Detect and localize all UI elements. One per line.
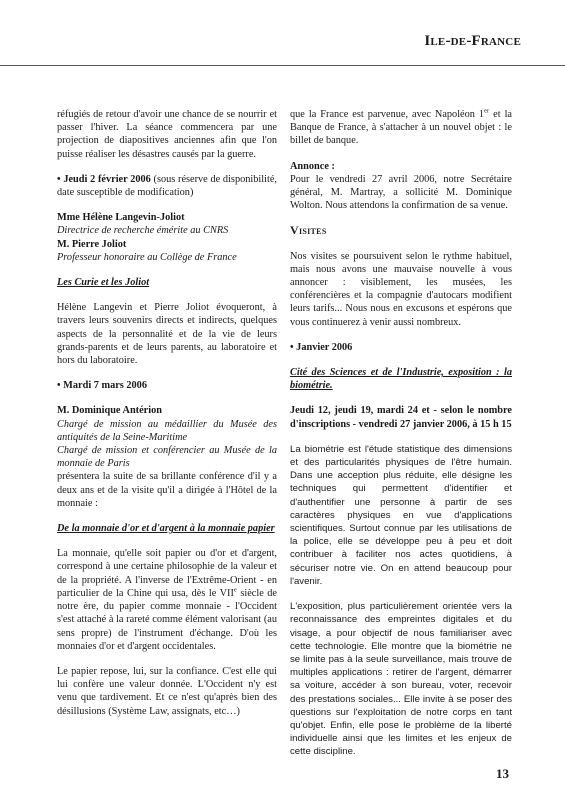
biometrie-paragraph-1: La biométrie est l'étude statistique des dimensions et des particularités physiques de l'être humain. Dans une acception plus réduite, elle désigne les techniques qui permettent d'identifier et d'authentifier une personne à partir de ses caractères physiques en vue d'applications scientifiques. Surtout connue par les utilisations de la police, elle se développe peu à peu et doit contribuer à faciliter nos actes quotidiens, à sécuriser notre vie. On en attend beaucoup pour l'avenir.	[290, 443, 512, 587]
continued-paragraph	[290, 108, 512, 148]
event-date: • Janvier 2006	[290, 341, 353, 353]
speaker-role: Chargé de mission au médaillier du Musée des antiquités de la Seine-Maritime	[57, 418, 277, 443]
annonce-text: Pour le vendredi 27 avril 2006, notre Secrétaire général, M. Martray, a sollicité M. Dominique Wolton. Nous attendons la confirmation de sa venue.	[290, 173, 512, 212]
speaker-description: présentera la suite de sa brillante conférence d'il y a deux ans et de la visite qu'il a dirigée à l'Hôtel de la monnaie :	[57, 471, 277, 509]
visites-paragraph: Nos visites se poursuivent selon le rythme habituel, mais nous avons une mauvaise nouvelle à vous annoncer : visiblement, les musées, les conférencières et la compagnie d'autocars modifient leurs tarifs... Nous nous en excusons et espérons que vous continuerez à venir aussi nombreux.	[290, 250, 512, 328]
event-date: • Mardi 7 mars 2006	[57, 380, 147, 392]
event-note: (sous réserve de disponibilité, date susceptible de modification)	[57, 173, 277, 199]
speaker-name: M. Pierre Joliot	[57, 238, 127, 250]
biometrie-paragraph-2: L'exposition, plus particulièrement orientée vers la reconnaissance des empreintes digitales et du visage, a pour objectif de nous familiariser avec cette technologie. Elle montre que la biométrie ne se limite pas à la seule surveillance, mais trouve de multiples applications : retirer de l'argent, démarrer sa voiture, accéder à son bureau, voter, recevoir des prestations sociales... Elle invite à se poser des questions sur l'exploitation de notre corps en tant qu'objet. Enfin, elle pose le problème de la liberté individuelle ainsi que les limites et les enjeux de cette discipline.	[290, 601, 512, 758]
annonce-title: Annonce :	[290, 160, 335, 172]
speaker-name: M. Dominique Antérion	[57, 405, 162, 417]
event-date: • Jeudi 2 février 2006	[57, 173, 151, 185]
text-run: siècle de notre ère, du papier comme monnaie - l'Occident s'est attaché à la rareté comme élément valorisant (au sens propre) de l'instrument d'échange. D'où les monnaies d'or et d'argent occidentales.	[57, 587, 278, 652]
text-run: et la Banque de France, à s'attacher à un nouvel objet : le billet de banque.	[290, 109, 512, 147]
money-paragraph-1	[57, 547, 277, 653]
text-run: La monnaie, qu'elle soit papier ou d'or et d'argent, correspond à une certaine philosophie de la valeur et de la propriété. A l'inverse de l'Extrême-Orient - en particulier de la Chine qui usa, dès le VII	[57, 548, 277, 599]
text-run: que la France est parvenue, avec Napoléon 1	[290, 109, 485, 120]
talk-description: Hélène Langevin et Pierre Joliot évoqueront, à travers leurs souvenirs directs et indirects, quelques aspects de la personnalité et de la vie de leurs grands-parents et de leurs parents, au laboratoire et hors du laboratoire.	[57, 302, 277, 367]
superscript: e	[233, 586, 237, 594]
event-date-line	[57, 173, 277, 199]
section-title-visites: Visites	[290, 223, 327, 238]
speaker-role: Directrice de recherche émérite au CNRS	[57, 225, 229, 237]
page-header-title: Ile-de-France	[424, 33, 521, 49]
visit-title: Cité des Sciences et de l'Industrie, exposition : la biométrie.	[290, 367, 512, 392]
intro-paragraph: réfugiés de retour d'avoir une chance de se nourrir et passer l'hiver. La séance commencera par une projection de diapositives anciennes afin que l'on puisse réaliser les désastres causés par la guerre.	[57, 109, 277, 160]
header-divider	[0, 65, 565, 66]
right-column	[290, 108, 512, 759]
speaker-role: Chargé de mission et conférencier au Musée de la monnaie de Paris	[57, 445, 277, 470]
speaker-role: Professeur honoraire au Collège de France	[57, 251, 237, 263]
talk-title: Les Curie et les Joliot	[57, 277, 150, 289]
money-paragraph-2: Le papier repose, lui, sur la confiance. C'est elle qui lui confère une valeur donnée. L'Occident n'y est venu que tardivement. Et ce n'est qu'après bien des désillusions (Système Law, assignats, etc…)	[57, 665, 277, 717]
speaker-name: Mme Hélène Langevin-Joliot	[57, 212, 185, 224]
talk-title: De la monnaie d'or et d'argent à la monnaie papier	[57, 523, 275, 535]
visit-dates: Jeudi 12, jeudi 19, mardi 24 et - selon le nombre d'inscriptions - vendredi 27 janvier 2006, à 15 h 15	[290, 405, 512, 430]
left-column	[57, 108, 277, 718]
page-number: 13	[496, 765, 509, 781]
superscript: er	[484, 107, 490, 115]
